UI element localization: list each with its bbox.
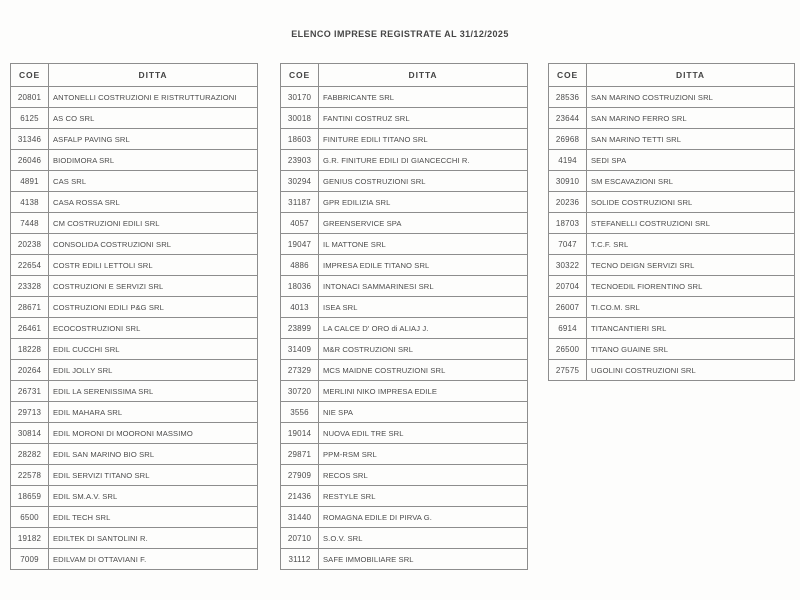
table-row	[281, 528, 528, 549]
coe-cell: 7047	[549, 234, 587, 255]
ditta-cell: GENIUS COSTRUZIONI SRL	[319, 171, 528, 192]
table-row	[11, 318, 258, 339]
table-row	[11, 360, 258, 381]
ditta-cell: STEFANELLI COSTRUZIONI SRL	[587, 213, 795, 234]
header-row	[281, 64, 528, 87]
coe-cell: 20264	[11, 360, 49, 381]
table-row	[281, 192, 528, 213]
coe-cell: 18703	[549, 213, 587, 234]
table-row	[11, 108, 258, 129]
coe-cell: 26461	[11, 318, 49, 339]
coe-header: COE	[549, 64, 587, 87]
ditta-cell: SAN MARINO TETTI SRL	[587, 129, 795, 150]
coe-cell: 23903	[281, 150, 319, 171]
header-row	[11, 64, 258, 87]
ditta-cell: CM COSTRUZIONI EDILI SRL	[49, 213, 258, 234]
coe-cell: 22578	[11, 465, 49, 486]
ditta-cell: ANTONELLI COSTRUZIONI E RISTRUTTURAZIONI	[49, 87, 258, 108]
table-row	[549, 87, 795, 108]
coe-cell: 19014	[281, 423, 319, 444]
table-row	[11, 402, 258, 423]
coe-cell: 26046	[11, 150, 49, 171]
table-row	[549, 318, 795, 339]
table-row	[11, 150, 258, 171]
table-row	[11, 486, 258, 507]
ditta-cell: TECNO DEIGN SERVIZI SRL	[587, 255, 795, 276]
table-row	[281, 171, 528, 192]
ditta-cell: EDIL SAN MARINO BIO SRL	[49, 444, 258, 465]
ditta-cell: EDILTEK DI SANTOLINI R.	[49, 528, 258, 549]
coe-cell: 4886	[281, 255, 319, 276]
coe-cell: 4013	[281, 297, 319, 318]
coe-cell: 31187	[281, 192, 319, 213]
coe-cell: 31112	[281, 549, 319, 570]
ditta-cell: EDIL MAHARA SRL	[49, 402, 258, 423]
table-row	[281, 213, 528, 234]
coe-cell: 20238	[11, 234, 49, 255]
ditta-cell: GREENSERVICE SPA	[319, 213, 528, 234]
ditta-cell: CAS SRL	[49, 171, 258, 192]
ditta-cell: MERLINI NIKO IMPRESA EDILE	[319, 381, 528, 402]
table-row	[11, 528, 258, 549]
coe-cell: 18036	[281, 276, 319, 297]
header-row	[549, 64, 795, 87]
coe-cell: 23328	[11, 276, 49, 297]
table-row	[549, 108, 795, 129]
ditta-cell: EDIL JOLLY SRL	[49, 360, 258, 381]
coe-header: COE	[11, 64, 49, 87]
coe-cell: 30814	[11, 423, 49, 444]
company-table-3	[548, 63, 795, 381]
ditta-cell: EDIL TECH SRL	[49, 507, 258, 528]
table-row	[549, 276, 795, 297]
coe-cell: 20801	[11, 87, 49, 108]
coe-cell: 18228	[11, 339, 49, 360]
coe-cell: 19047	[281, 234, 319, 255]
coe-cell: 19182	[11, 528, 49, 549]
ditta-cell: ROMAGNA EDILE DI PIRVA G.	[319, 507, 528, 528]
ditta-cell: FABBRICANTE SRL	[319, 87, 528, 108]
ditta-cell: INTONACI SAMMARINESI SRL	[319, 276, 528, 297]
table-row	[11, 213, 258, 234]
table-row	[11, 339, 258, 360]
table-row	[549, 234, 795, 255]
table-row	[11, 129, 258, 150]
ditta-cell: EDIL CUCCHI SRL	[49, 339, 258, 360]
ditta-cell: TITANO GUAINE SRL	[587, 339, 795, 360]
table-row	[549, 129, 795, 150]
ditta-cell: SEDI SPA	[587, 150, 795, 171]
table-row	[11, 381, 258, 402]
coe-cell: 27575	[549, 360, 587, 381]
ditta-cell: MCS MAIDNE COSTRUZIONI SRL	[319, 360, 528, 381]
coe-cell: 28536	[549, 87, 587, 108]
ditta-cell: SAN MARINO COSTRUZIONI SRL	[587, 87, 795, 108]
table-row	[281, 108, 528, 129]
table-row	[11, 444, 258, 465]
ditta-cell: COSTRUZIONI E SERVIZI SRL	[49, 276, 258, 297]
table-row	[11, 507, 258, 528]
table-row	[281, 255, 528, 276]
table-row	[11, 171, 258, 192]
coe-cell: 20236	[549, 192, 587, 213]
coe-cell: 30294	[281, 171, 319, 192]
table-row	[549, 297, 795, 318]
coe-cell: 4138	[11, 192, 49, 213]
coe-cell: 30720	[281, 381, 319, 402]
company-table-1	[10, 63, 258, 570]
ditta-cell: TECNOEDIL FIORENTINO SRL	[587, 276, 795, 297]
table-row	[281, 297, 528, 318]
ditta-cell: ASFALP PAVING SRL	[49, 129, 258, 150]
ditta-cell: UGOLINI COSTRUZIONI SRL	[587, 360, 795, 381]
coe-cell: 18603	[281, 129, 319, 150]
coe-cell: 26500	[549, 339, 587, 360]
ditta-cell: COSTR EDILI LETTOLI SRL	[49, 255, 258, 276]
coe-cell: 6500	[11, 507, 49, 528]
ditta-cell: CONSOLIDA COSTRUZIONI SRL	[49, 234, 258, 255]
ditta-cell: T.C.F. SRL	[587, 234, 795, 255]
coe-cell: 6125	[11, 108, 49, 129]
coe-cell: 4057	[281, 213, 319, 234]
coe-cell: 30322	[549, 255, 587, 276]
table-row	[281, 423, 528, 444]
table-row	[281, 486, 528, 507]
table-row	[11, 549, 258, 570]
coe-cell: 26007	[549, 297, 587, 318]
coe-cell: 20710	[281, 528, 319, 549]
table-row	[11, 87, 258, 108]
ditta-cell: TITANCANTIERI SRL	[587, 318, 795, 339]
ditta-cell: S.O.V. SRL	[319, 528, 528, 549]
coe-cell: 3556	[281, 402, 319, 423]
coe-cell: 22654	[11, 255, 49, 276]
table-row	[281, 381, 528, 402]
table-row	[281, 87, 528, 108]
table-row	[281, 360, 528, 381]
coe-cell: 26731	[11, 381, 49, 402]
table-row	[549, 150, 795, 171]
ditta-cell: G.R. FINITURE EDILI DI GIANCECCHI R.	[319, 150, 528, 171]
ditta-cell: ISEA SRL	[319, 297, 528, 318]
table-row	[549, 171, 795, 192]
coe-cell: 29871	[281, 444, 319, 465]
ditta-cell: EDIL LA SERENISSIMA SRL	[49, 381, 258, 402]
table-row	[281, 276, 528, 297]
ditta-cell: FINITURE EDILI TITANO SRL	[319, 129, 528, 150]
table-row	[281, 507, 528, 528]
table-row	[11, 255, 258, 276]
table-row	[549, 360, 795, 381]
ditta-cell: SAN MARINO FERRO SRL	[587, 108, 795, 129]
coe-cell: 31440	[281, 507, 319, 528]
table-row	[549, 192, 795, 213]
ditta-cell: LA CALCE D' ORO di ALIAJ J.	[319, 318, 528, 339]
ditta-cell: BIODIMORA SRL	[49, 150, 258, 171]
table-row	[281, 234, 528, 255]
ditta-header: DITTA	[49, 64, 258, 87]
table-row	[281, 318, 528, 339]
coe-cell: 7009	[11, 549, 49, 570]
ditta-cell: SM ESCAVAZIONI SRL	[587, 171, 795, 192]
coe-cell: 31346	[11, 129, 49, 150]
coe-cell: 30170	[281, 87, 319, 108]
ditta-cell: FANTINI COSTRUZ SRL	[319, 108, 528, 129]
table-row	[11, 297, 258, 318]
coe-cell: 30018	[281, 108, 319, 129]
table-row	[281, 465, 528, 486]
table-row	[549, 213, 795, 234]
ditta-cell: M&R COSTRUZIONI SRL	[319, 339, 528, 360]
coe-cell: 20704	[549, 276, 587, 297]
page-title: ELENCO IMPRESE REGISTRATE AL 31/12/2025	[291, 29, 509, 39]
ditta-cell: SOLIDE COSTRUZIONI SRL	[587, 192, 795, 213]
coe-cell: 4891	[11, 171, 49, 192]
ditta-cell: CASA ROSSA SRL	[49, 192, 258, 213]
ditta-cell: EDIL SM.A.V. SRL	[49, 486, 258, 507]
coe-cell: 4194	[549, 150, 587, 171]
table-row	[11, 465, 258, 486]
ditta-cell: EDIL SERVIZI TITANO SRL	[49, 465, 258, 486]
coe-cell: 28282	[11, 444, 49, 465]
coe-cell: 27909	[281, 465, 319, 486]
table-row	[549, 255, 795, 276]
coe-cell: 7448	[11, 213, 49, 234]
table-row	[281, 129, 528, 150]
coe-cell: 21436	[281, 486, 319, 507]
ditta-cell: EDILVAM DI OTTAVIANI F.	[49, 549, 258, 570]
table-row	[11, 423, 258, 444]
table-row	[281, 150, 528, 171]
coe-cell: 18659	[11, 486, 49, 507]
coe-header: COE	[281, 64, 319, 87]
ditta-header: DITTA	[319, 64, 528, 87]
table-row	[281, 402, 528, 423]
table-row	[549, 339, 795, 360]
ditta-cell: NIE SPA	[319, 402, 528, 423]
ditta-cell: RECOS SRL	[319, 465, 528, 486]
coe-cell: 31409	[281, 339, 319, 360]
ditta-cell: EDIL MORONI DI MOORONI MASSIMO	[49, 423, 258, 444]
ditta-cell: SAFE IMMOBILIARE SRL	[319, 549, 528, 570]
table-row	[11, 234, 258, 255]
ditta-cell: IMPRESA EDILE TITANO SRL	[319, 255, 528, 276]
ditta-cell: ECOCOSTRUZIONI SRL	[49, 318, 258, 339]
table-row	[11, 192, 258, 213]
coe-cell: 30910	[549, 171, 587, 192]
coe-cell: 26968	[549, 129, 587, 150]
table-row	[11, 276, 258, 297]
ditta-cell: RESTYLE SRL	[319, 486, 528, 507]
company-table-2	[280, 63, 528, 570]
table-row	[281, 339, 528, 360]
ditta-cell: AS CO SRL	[49, 108, 258, 129]
ditta-cell: TI.CO.M. SRL	[587, 297, 795, 318]
table-row	[281, 444, 528, 465]
ditta-header: DITTA	[587, 64, 795, 87]
coe-cell: 6914	[549, 318, 587, 339]
coe-cell: 27329	[281, 360, 319, 381]
coe-cell: 23644	[549, 108, 587, 129]
ditta-cell: IL MATTONE SRL	[319, 234, 528, 255]
ditta-cell: PPM-RSM SRL	[319, 444, 528, 465]
ditta-cell: NUOVA EDIL TRE SRL	[319, 423, 528, 444]
coe-cell: 29713	[11, 402, 49, 423]
ditta-cell: COSTRUZIONI EDILI P&G SRL	[49, 297, 258, 318]
coe-cell: 28671	[11, 297, 49, 318]
table-row	[281, 549, 528, 570]
coe-cell: 23899	[281, 318, 319, 339]
ditta-cell: GPR EDILIZIA SRL	[319, 192, 528, 213]
